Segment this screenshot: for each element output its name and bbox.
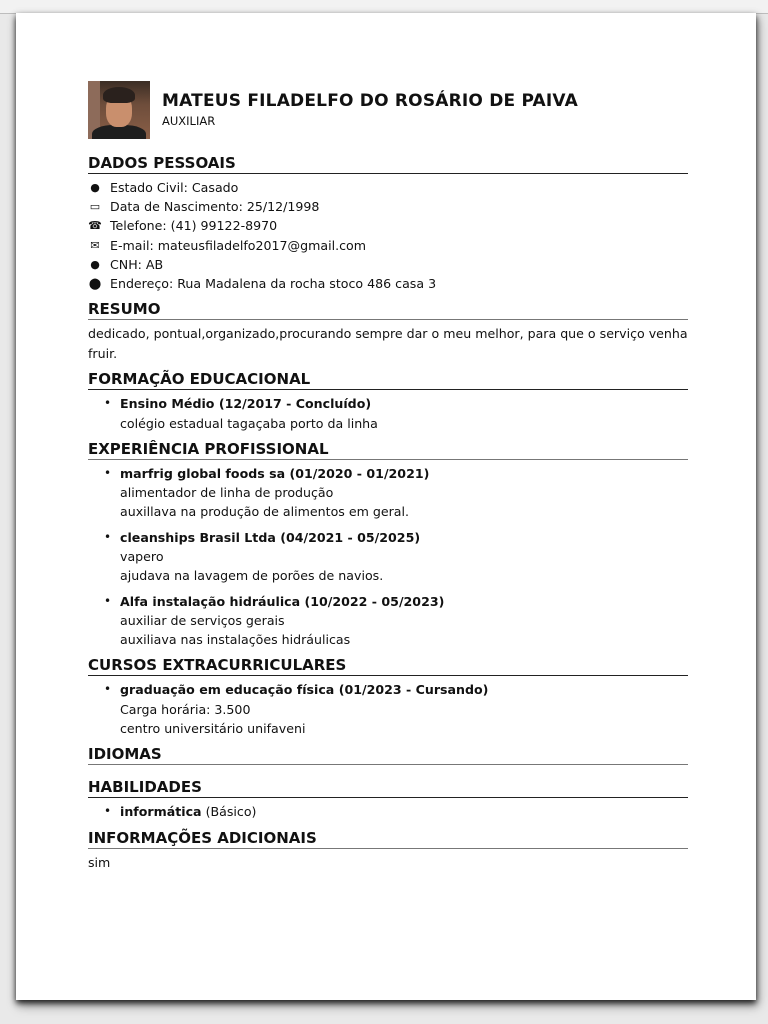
bullet-icon: • [104, 682, 112, 697]
additional-text: sim [88, 854, 111, 870]
experience-item-description: ajudava na lavagem de porões de navios. [120, 568, 384, 584]
experience-item-description: auxillava na produção de alimentos em geral. [120, 504, 409, 520]
bullet-icon: • [104, 804, 112, 819]
avatar [88, 81, 150, 139]
personal-item [88, 216, 688, 235]
bullet-icon: • [104, 593, 112, 608]
resume-page [16, 13, 756, 1000]
personal-item-text: Estado Civil: Casado [110, 180, 239, 195]
top-border [0, 0, 768, 14]
info-circle-icon: ● [90, 181, 100, 194]
section-experience-title: EXPERIÊNCIA PROFISSIONAL [88, 439, 688, 460]
personal-list [88, 178, 688, 293]
section-courses-title: CURSOS EXTRACURRICULARES [88, 655, 688, 676]
personal-item-text: Endereço: Rua Madalena da rocha stoco 486 casa 3 [110, 276, 437, 292]
skill-name: informática [120, 804, 202, 820]
experience-item-title: marfrig global foods sa (01/2020 - 01/2021) [120, 465, 430, 481]
course-item-hours: Carga horária: 3.500 [120, 701, 251, 717]
experience-item-title: Alfa instalação hidráulica (10/2022 - 05/2023) [120, 593, 445, 609]
education-item-detail: colégio estadual tagaçaba porto da linha [120, 415, 378, 431]
section-additional-title: INFORMAÇÕES ADICIONAIS [88, 828, 688, 849]
experience-item-role: alimentador de linha de produção [120, 485, 334, 501]
calendar-icon: ▭ [89, 200, 101, 214]
section-skills-title: HABILIDADES [88, 777, 688, 798]
experience-item [88, 528, 688, 586]
id-card-icon: ● [90, 257, 100, 271]
section-summary-title: RESUMO [88, 299, 688, 320]
resume-header [88, 79, 688, 141]
experience-item-role: auxiliar de serviços gerais [120, 612, 285, 628]
phone-icon: ☎ [88, 219, 102, 233]
candidate-role: AUXILIAR [162, 114, 216, 128]
education-item [88, 394, 688, 433]
personal-item [88, 236, 688, 255]
envelope-icon: ✉ [90, 238, 100, 252]
section-personal-title: DADOS PESSOAIS [88, 153, 688, 174]
name-block [162, 91, 578, 129]
course-item-title: graduação em educação física (01/2023 - Cursando) [120, 682, 489, 698]
personal-item-text: CNH: AB [110, 256, 164, 272]
bullet-icon: • [104, 529, 112, 544]
bullet-icon: • [104, 465, 112, 480]
personal-item [88, 197, 688, 216]
experience-item [88, 464, 688, 522]
resume-content [88, 79, 688, 872]
experience-item-description: auxiliava nas instalações hidráulicas [120, 632, 351, 648]
course-item-institution: centro universitário unifaveni [120, 721, 306, 737]
course-item [88, 680, 688, 738]
personal-item [88, 178, 688, 197]
experience-item [88, 592, 688, 650]
bullet-icon: • [104, 396, 112, 411]
personal-item [88, 274, 688, 293]
section-languages-title: IDIOMAS [88, 744, 688, 765]
summary-text: dedicado, pontual,organizado,procurando sempre dar o meu melhor, para que o serviço venha fruir. [88, 326, 688, 361]
education-item-title: Ensino Médio (12/2017 - Concluído) [120, 396, 372, 412]
candidate-name: MATEUS FILADELFO DO ROSÁRIO DE PAIVA [162, 91, 578, 111]
personal-item-text: Telefone: (41) 99122-8970 [110, 218, 278, 234]
personal-item-text: Data de Nascimento: 25/12/1998 [110, 199, 320, 215]
experience-item-role: vapero [120, 549, 164, 564]
personal-item-text: E-mail: mateusfiladelfo2017@gmail.com [110, 237, 366, 253]
map-pin-icon: ⬤ [88, 277, 102, 291]
personal-item [88, 255, 688, 274]
experience-item-title: cleanships Brasil Ltda (04/2021 - 05/2025) [120, 529, 421, 545]
skill-item [88, 802, 688, 821]
skill-level: (Básico) [205, 804, 257, 820]
section-education-title: FORMAÇÃO EDUCACIONAL [88, 369, 688, 390]
